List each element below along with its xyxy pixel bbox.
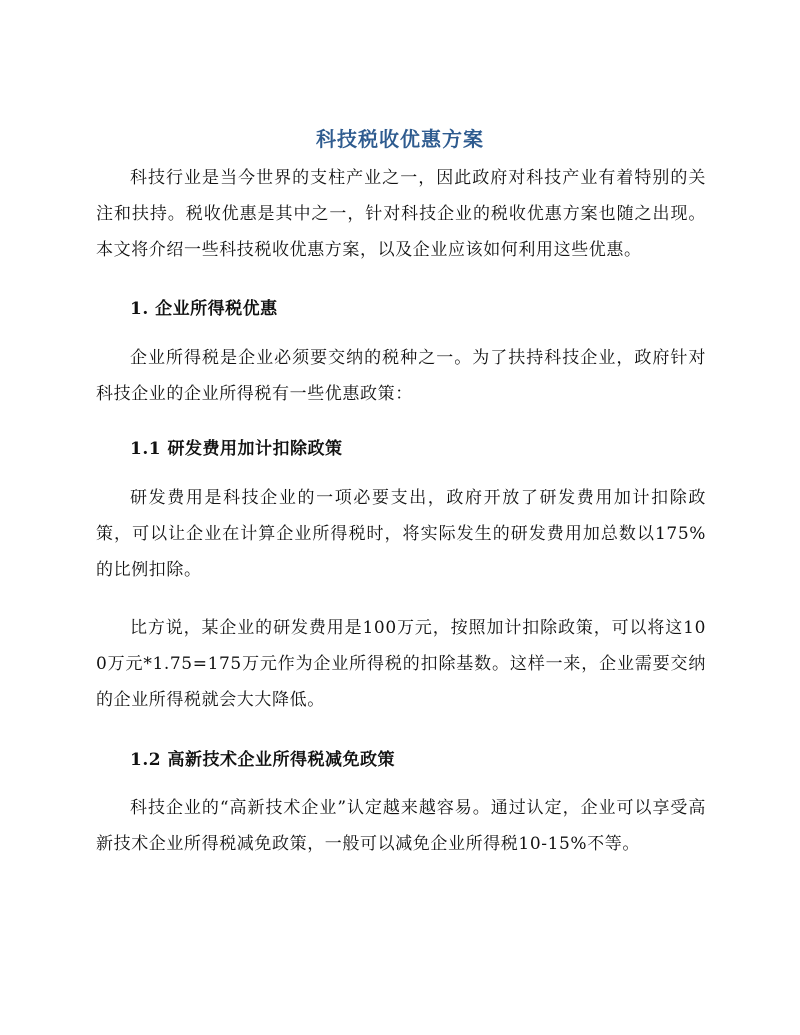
document-title: 科技税收优惠方案: [316, 127, 484, 151]
section-heading-corporate-income-tax: 1. 企业所得税优惠: [130, 299, 278, 319]
rd-deduction-example-paragraph: 比方说，某企业的研发费用是100万元，按照加计扣除政策，可以将这100万元*1.75=175万元作为企业所得税的扣除基数。这样一来，企业需要交纳的企业所得税就会大大降低。: [96, 618, 706, 710]
rd-deduction-paragraph: 研发费用是科技企业的一项必要支出，政府开放了研发费用加计扣除政策，可以让企业在计算企业所得税时，将实际发生的研发费用加总数以175%的比例扣除。: [96, 488, 706, 580]
section-heading-high-tech-reduction: 1.2 高新技术企业所得税减免政策: [130, 750, 395, 770]
intro-paragraph: 科技行业是当今世界的支柱产业之一，因此政府对科技产业有着特别的关注和扶持。税收优惠是其中之一，针对科技企业的税收优惠方案也随之出现。本文将介绍一些科技税收优惠方案，以及企业应该如何利用这些优惠。: [96, 168, 706, 260]
section1-paragraph: 企业所得税是企业必须要交纳的税种之一。为了扶持科技企业，政府针对科技企业的企业所得税有一些优惠政策：: [96, 348, 706, 404]
section-heading-rd-deduction: 1.1 研发费用加计扣除政策: [130, 439, 343, 459]
high-tech-reduction-paragraph: 科技企业的“高新技术企业”认定越来越容易。通过认定，企业可以享受高新技术企业所得税减免政策，一般可以减免企业所得税10-15%不等。: [96, 798, 706, 854]
